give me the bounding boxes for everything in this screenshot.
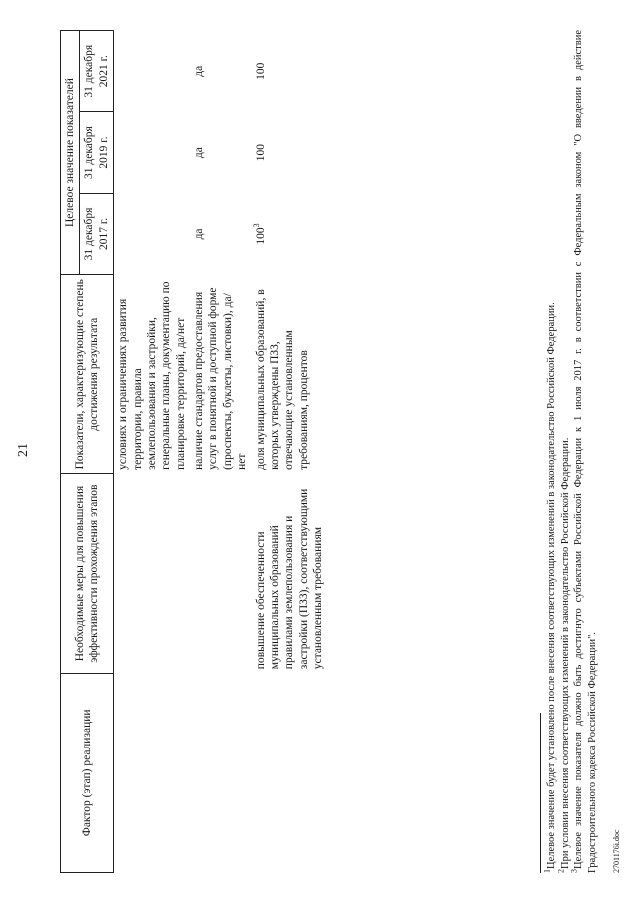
row-factor [190,673,252,872]
header-year-2017: 31 декабря 2017 г. [80,193,114,274]
row-factor [114,673,190,872]
header-target-values: Целевое значение показателей [61,31,80,275]
row-value-2017 [252,193,328,274]
footnote-mark: 3 [569,869,579,873]
row-value-2017: да [193,228,205,240]
indicators-table [60,30,327,873]
footnote-mark: 2 [556,869,566,873]
page-number: 21 [16,443,31,457]
header-measures: Необходимые меры для повышения эффективности прохождения этапов [61,474,114,673]
row-measure: повышение обеспеченности муниципальных образований правилами землепользования и застройки (ПЗЗ), соответствующими установленным требованиям [254,488,324,670]
table-row [114,31,190,873]
row-value-2021: 100 [254,62,267,80]
value-text: 100 [254,227,267,245]
header-year-2019: 31 декабря 2019 г. [80,112,114,193]
row-value-2017 [114,193,190,274]
footnote-text: При условии внесения соответствующих изменений в законодательство Российской Федерации. [559,437,571,869]
footnote-text: Целевое значение будет установлено после внесения соответствующих изменений в законодательство Российской Федерации. [546,302,557,869]
row-factor [252,673,328,872]
row-value-2021 [114,31,190,112]
document-code: 2701176i.doc [612,829,621,873]
row-measure [114,474,190,673]
row-indicator: доля муниципальных образований, в которых утверждены ПЗЗ, отвечающие установленным требованиям, процентов [254,289,310,470]
row-indicator: условиях и ограничениях развития территории, правила землепользования и застройки, генеральные планы, документацию по планировке территорий, да/нет [117,281,187,470]
row-value-2019: 100 [254,143,267,162]
footnote-ref: 3 [251,223,261,228]
footnotes [542,30,600,873]
header-indicators: Показатели, характеризующие степень достижения результата [61,275,114,474]
footnote-3 [569,30,599,873]
footnote-2 [556,30,573,873]
row-measure [190,474,252,673]
footnote-divider [540,713,541,873]
footnote-text: Целевое значение показателя должно быть достигнуто субъектами Российской Федерации к 1 июля 2017 г. в соответствии с Федеральным законом "О введении в действие Градостроительного кодекса Российской Федерации". [573,30,598,873]
header-year-2021: 31 декабря 2021 г. [80,31,114,112]
row-value-2019: да [193,147,205,159]
header-factor: Фактор (этап) реализации [61,673,114,872]
footnote-1 [542,30,559,873]
table-row [252,31,328,873]
table-row [190,31,252,873]
row-value-2021: да [193,65,205,77]
row-value-2019 [114,112,190,193]
footnote-mark: 1 [542,869,552,873]
row-indicator: наличие стандартов предоставления услуг в понятной и доступной форме (проспекты, буклеты, листовки), да/нет [193,287,249,470]
